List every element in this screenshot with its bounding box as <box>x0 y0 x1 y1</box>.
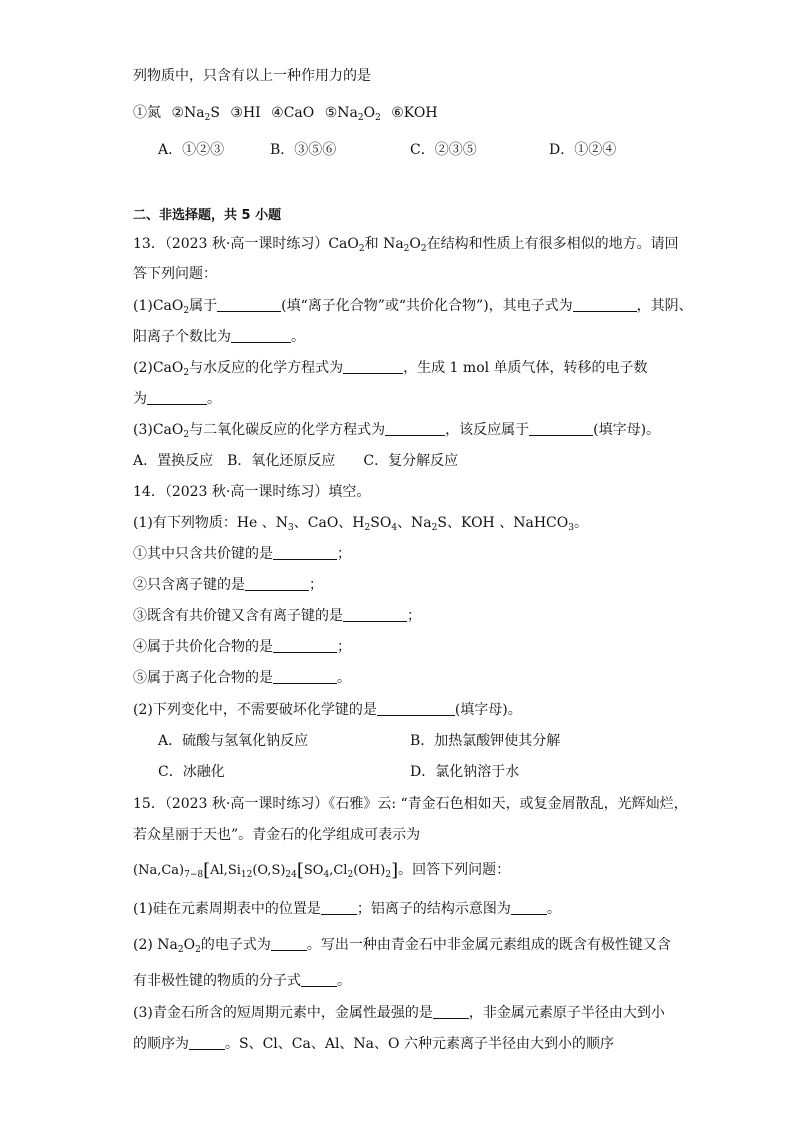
q14-sub4: ④属于共价化合物的是 ； <box>133 639 351 655</box>
q13-part3: (3)CaO$_2$与二氧化碳反应的化学方程式为 ，该反应属于 (填字母)。 <box>133 422 661 440</box>
answer-blank[interactable] <box>343 607 407 622</box>
q15-part3-cont: 的顺序为 。S、Cl、Ca、Al、Na、O 六种元素离子半径由大到小的顺序 <box>133 1036 614 1052</box>
q13-stem: 13．（2023 秋·高一课时练习）CaO$_2$和 $Na_2O_2$在结构和性质上有很多相似的地方。请回 <box>133 236 679 254</box>
q13-stem-cont: 答下列问题： <box>133 266 217 282</box>
q13-options[interactable]: A．置换反应 B．氧化还原反应 C．复分解反应 <box>133 453 459 469</box>
q14-sub5: ⑤属于离子化合物的是 。 <box>133 670 351 686</box>
answer-blank[interactable] <box>529 421 593 436</box>
q14-option-a[interactable]: A．硫酸与氢氧化钠反应 <box>158 733 309 749</box>
answer-blank[interactable] <box>217 297 281 312</box>
q14-option-c[interactable]: C．冰融化 <box>158 764 225 780</box>
substance-6: ⑥KOH <box>391 105 438 121</box>
q14-sub3: ③既含有共价键又含有离子键的是 ； <box>133 608 421 624</box>
q14-sub1: ①其中只含共价键的是 ； <box>133 546 351 562</box>
q14-part1: (1)有下列物质：He 、$N_3$、CaO、$H_2SO_4$、$Na_2S$、KOH 、NaHCO$_3$。 <box>133 515 588 533</box>
answer-blank[interactable] <box>231 328 291 343</box>
answer-blank[interactable] <box>271 936 307 951</box>
q13-part2: (2)CaO$_2$与水反应的化学方程式为 ，生成 1 mol 单质气体，转移的电子数 <box>133 360 648 378</box>
q15-stem: 15．（2023 秋·高一课时练习）《石雅》云: “青金石色相如天，或复金屑散乱，光辉灿烂， <box>133 796 688 812</box>
answer-blank[interactable] <box>343 359 403 374</box>
question-text: 列物质中，只含有以上一种作用力的是 <box>133 68 371 84</box>
question-continuation <box>133 66 371 86</box>
answer-blank[interactable] <box>273 545 337 560</box>
substance-list: ①氮 $②Na_2S$ ③HI ④CaO $⑤Na_2O_2$ ⑥KOH <box>133 105 438 123</box>
q14-sub2: ②只含离子键的是 ； <box>133 577 323 593</box>
substance-2: ②Na <box>171 105 205 121</box>
option-a[interactable]: A．①②③ <box>158 142 225 158</box>
option-b[interactable]: B．③⑤⑥ <box>270 142 337 158</box>
answer-blank[interactable] <box>273 669 337 684</box>
substance-4: ④CaO <box>271 105 315 121</box>
q15-part2-cont: 有非极性键的物质的分子式 。 <box>133 973 351 989</box>
q14-option-d[interactable]: D．氯化钠溶于水 <box>410 764 520 780</box>
q13-part1: (1)CaO$_2$属于 (填“离子化合物”或“共价化合物”)，其电子式为 ，其阴、 <box>133 298 693 316</box>
answer-blank[interactable] <box>433 1004 469 1019</box>
q13-part2-cont: 为 。 <box>133 391 221 407</box>
q15-part1: (1)硅在元素周期表中的位置是 ；铝离子的结构示意图为 。 <box>133 901 561 917</box>
q15-part3: (3)青金石所含的短周期元素中，金属性最强的是 ，非金属元素原子半径由大到小 <box>133 1005 665 1021</box>
option-d[interactable]: D．①②④ <box>549 142 617 158</box>
q15-formula: $(Na,Ca)_{7-8}[Al,Si_{12}(O,S)_{24}[SO_4,Cl_2(OH)_2]$。回答下列问题： <box>133 860 511 881</box>
q15-stem-cont: 若众星丽于天也”。青金石的化学组成可表示为 <box>133 827 421 843</box>
answer-blank[interactable] <box>273 638 337 653</box>
answer-blank[interactable] <box>385 421 445 436</box>
q15-part2: (2) $Na_2O_2$的电子式为 。写出一种由青金石中非金属元素组成的既含有极性键又含 <box>133 937 671 955</box>
q13-part1-cont: 阳离子个数比为 。 <box>133 329 305 345</box>
answer-blank[interactable] <box>189 1035 225 1050</box>
substance-1: ①氮 <box>133 105 161 121</box>
answer-blank[interactable] <box>321 900 357 915</box>
q14-option-b[interactable]: B．加热氯酸钾使其分解 <box>410 733 561 749</box>
answer-blank[interactable] <box>147 390 207 405</box>
answer-blank[interactable] <box>301 972 337 987</box>
answer-blank[interactable] <box>377 701 455 716</box>
substance-5: ⑤Na <box>324 105 358 121</box>
substance-3: ③HI <box>230 105 261 121</box>
option-c[interactable]: C．②③⑤ <box>410 142 477 158</box>
q14-stem: 14．（2023 秋·高一课时练习）填空。 <box>133 484 371 500</box>
answer-blank[interactable] <box>573 297 637 312</box>
q14-part2: (2)下列变化中，不需要破坏化学键的是 (填字母)。 <box>133 702 522 718</box>
answer-blank[interactable] <box>511 900 547 915</box>
answer-blank[interactable] <box>245 576 309 591</box>
section-heading: 二、非选择题，共 5 小题 <box>133 208 282 223</box>
